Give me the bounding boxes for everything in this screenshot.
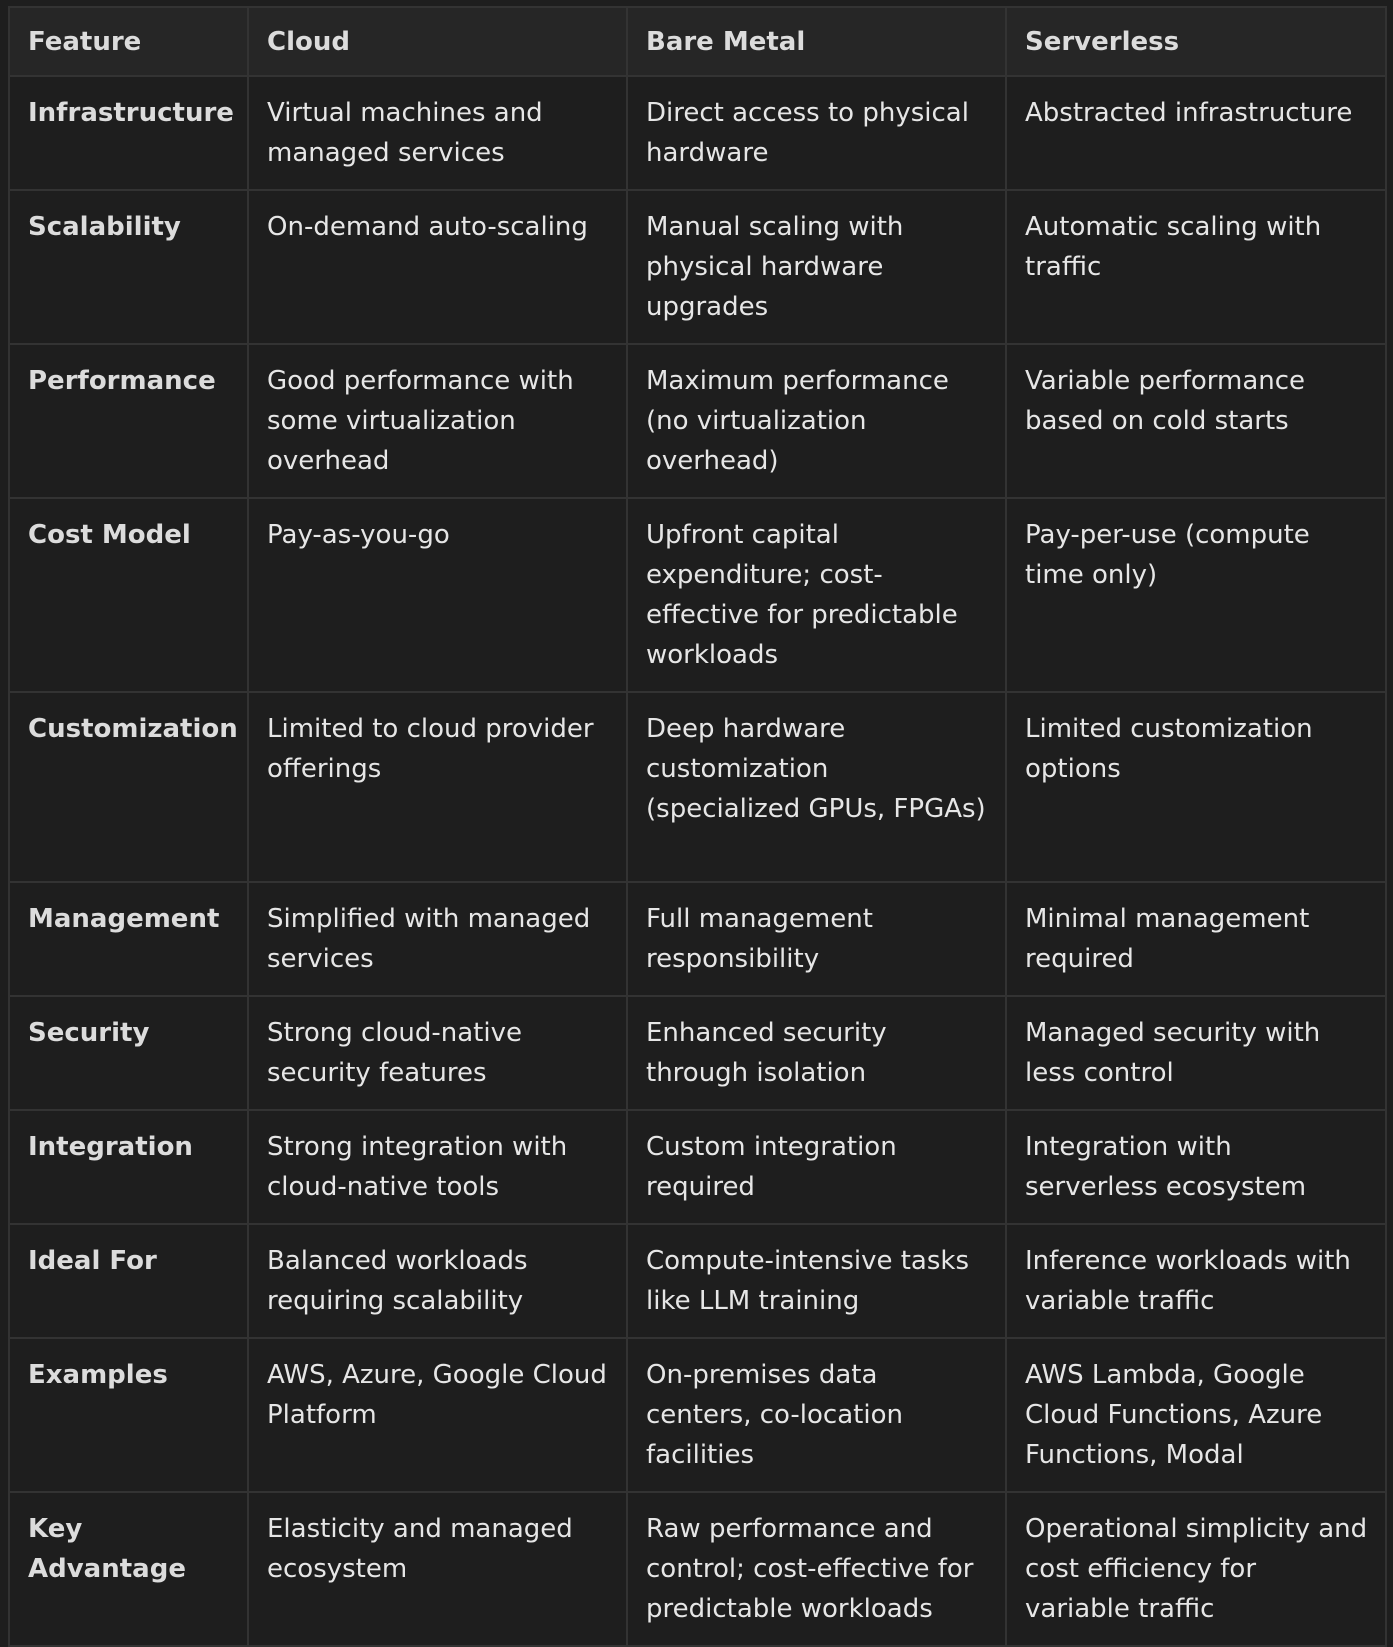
cell-cloud: Limited to cloud provider offerings xyxy=(248,692,627,882)
cell-cloud: Strong cloud-native security features xyxy=(248,996,627,1110)
row-label: Management xyxy=(9,882,248,996)
comparison-table-container xyxy=(8,6,1385,1624)
cell-cloud: Good performance with some virtualization overhead xyxy=(248,344,627,498)
cell-serverless: Abstracted infrastructure xyxy=(1006,76,1386,190)
cell-bare-metal: On-premises data centers, co-location facilities xyxy=(627,1338,1006,1492)
row-label: Ideal For xyxy=(9,1224,248,1338)
row-label: Examples xyxy=(9,1338,248,1492)
row-label: Cost Model xyxy=(9,498,248,692)
column-header-feature: Feature xyxy=(9,7,248,76)
comparison-table xyxy=(8,6,1387,1647)
row-label: Security xyxy=(9,996,248,1110)
cell-cloud: Balanced workloads requiring scalability xyxy=(248,1224,627,1338)
table-row xyxy=(9,1110,1386,1224)
cell-cloud: Simplified with managed services xyxy=(248,882,627,996)
cell-bare-metal: Enhanced security through isolation xyxy=(627,996,1006,1110)
cell-bare-metal: Upfront capital expenditure; cost-effective for predictable workloads xyxy=(627,498,1006,692)
cell-serverless: Variable performance based on cold starts xyxy=(1006,344,1386,498)
cell-serverless: Integration with serverless ecosystem xyxy=(1006,1110,1386,1224)
cell-bare-metal: Deep hardware customization (specialized GPUs, FPGAs) xyxy=(627,692,1006,882)
row-label: Infrastructure xyxy=(9,76,248,190)
cell-serverless: Operational simplicity and cost efficiency for variable traffic xyxy=(1006,1492,1386,1646)
cell-cloud: On-demand auto-scaling xyxy=(248,190,627,344)
row-label: Performance xyxy=(9,344,248,498)
cell-bare-metal: Custom integration required xyxy=(627,1110,1006,1224)
column-header-serverless: Serverless xyxy=(1006,7,1386,76)
table-row xyxy=(9,1492,1386,1646)
table-row xyxy=(9,76,1386,190)
cell-serverless: Managed security with less control xyxy=(1006,996,1386,1110)
cell-cloud: Pay-as-you-go xyxy=(248,498,627,692)
cell-bare-metal: Maximum performance (no virtualization overhead) xyxy=(627,344,1006,498)
cell-serverless: Limited customization options xyxy=(1006,692,1386,882)
table-row xyxy=(9,1338,1386,1492)
cell-serverless: Inference workloads with variable traffic xyxy=(1006,1224,1386,1338)
table-row xyxy=(9,1224,1386,1338)
cell-serverless: Minimal management required xyxy=(1006,882,1386,996)
table-row xyxy=(9,882,1386,996)
table-row xyxy=(9,190,1386,344)
table-row xyxy=(9,996,1386,1110)
cell-cloud: Virtual machines and managed services xyxy=(248,76,627,190)
cell-serverless: AWS Lambda, Google Cloud Functions, Azure Functions, Modal xyxy=(1006,1338,1386,1492)
column-header-bare-metal: Bare Metal xyxy=(627,7,1006,76)
row-label: Key Advantage xyxy=(9,1492,248,1646)
cell-cloud: Elasticity and managed ecosystem xyxy=(248,1492,627,1646)
cell-serverless: Pay-per-use (compute time only) xyxy=(1006,498,1386,692)
row-label: Scalability xyxy=(9,190,248,344)
cell-bare-metal: Direct access to physical hardware xyxy=(627,76,1006,190)
table-row xyxy=(9,498,1386,692)
table-header-row xyxy=(9,7,1386,76)
cell-cloud: Strong integration with cloud-native tools xyxy=(248,1110,627,1224)
table-row xyxy=(9,692,1386,882)
column-header-cloud: Cloud xyxy=(248,7,627,76)
row-label: Customization xyxy=(9,692,248,882)
cell-serverless: Automatic scaling with traffic xyxy=(1006,190,1386,344)
cell-cloud: AWS, Azure, Google Cloud Platform xyxy=(248,1338,627,1492)
cell-bare-metal: Full management responsibility xyxy=(627,882,1006,996)
table-row xyxy=(9,344,1386,498)
cell-bare-metal: Manual scaling with physical hardware upgrades xyxy=(627,190,1006,344)
row-label: Integration xyxy=(9,1110,248,1224)
cell-bare-metal: Raw performance and control; cost-effective for predictable workloads xyxy=(627,1492,1006,1646)
cell-bare-metal: Compute-intensive tasks like LLM training xyxy=(627,1224,1006,1338)
